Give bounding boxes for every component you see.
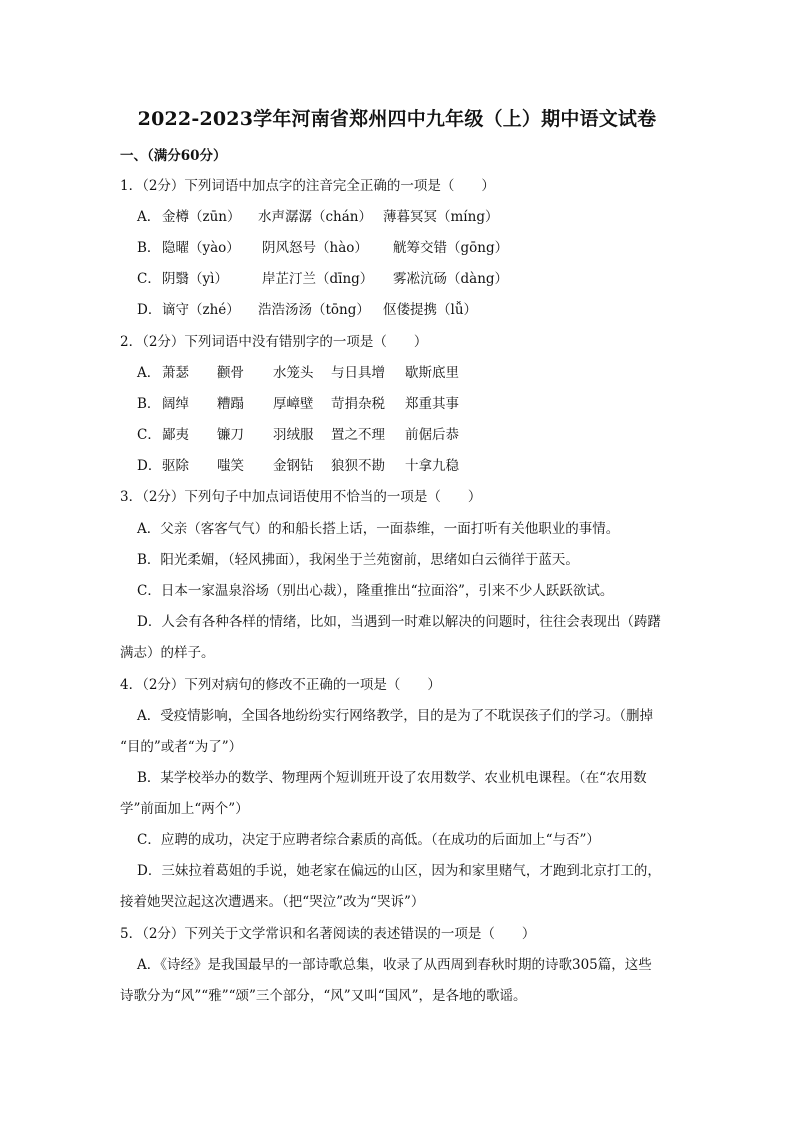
q3-option-d: D．人会有各种各样的情绪，比如，当遇到一时难以解决的问题时，往往会表现出（踌躇 — [137, 614, 661, 630]
option-term: 浩浩汤汤（tōng） — [258, 302, 370, 318]
question-2-stem: 2．（2分）下列词语中没有错别字的一项是（ ） — [120, 334, 428, 350]
question-1-stem: 1．（2分）下列词语中加点字的注音完全正确的一项是（ ） — [120, 178, 495, 194]
q5-option-a-continued: 诗歌分为“风”“雅”“颂”三个部分，“风”又叫“国风”，是各地的歌谣。 — [120, 988, 527, 1004]
exam-title: 2022-2023学年河南省郑州四中九年级（上）期中语文试卷 — [137, 108, 657, 130]
q1-option-a — [137, 207, 513, 227]
q4-option-d: D．三妹拉着葛姐的手说，她老家在偏远的山区，因为和家里赌气，才跑到北京打工的， — [137, 863, 661, 879]
option-letter: D． — [137, 458, 162, 474]
q3-option-d-continued: 满志）的样子。 — [120, 645, 215, 661]
option-term: 苛捐杂税 — [331, 396, 385, 412]
option-term: 郑重其事 — [405, 396, 459, 412]
option-term: 狼狈不勘 — [331, 458, 385, 474]
option-term: 雾凇沆砀（dàng） — [393, 271, 509, 287]
q5-option-a: A．《诗经》是我国最早的一部诗歌总集，收录了从西周到春秋时期的诗歌305篇，这些 — [137, 957, 652, 973]
q3-option-b: B．阳光柔媚，（轻风拂面），我闲坐于兰苑窗前，思绪如白云徜徉于蓝天。 — [137, 552, 579, 568]
option-letter: D． — [137, 302, 162, 318]
q1-option-c — [137, 269, 523, 289]
option-term: 谪守（zhé） — [162, 302, 240, 318]
question-4-stem: 4．（2分）下列对病句的修改不正确的一项是（ ） — [120, 677, 441, 693]
q4-option-b: B．某学校举办的数学、物理两个短训班开设了农用数学、农业机电课程。（在“农用数 — [137, 770, 647, 786]
option-term: 岸芷汀兰（dīng） — [262, 271, 374, 287]
option-term: 伛偻提携（lǚ） — [383, 302, 478, 318]
q4-option-a: A．受疫情影响，全国各地纷纷实行网络教学，目的是为了不耽误孩子们的学习。（删掉 — [137, 708, 653, 724]
option-term: 嗤笑 — [217, 458, 244, 474]
q2-option-a — [137, 363, 495, 383]
q4-option-c: C．应聘的成功，决定于应聘者综合素质的高低。（在成功的后面加上“与否”） — [137, 832, 600, 848]
option-term: 金钢钻 — [273, 458, 314, 474]
option-term: 阴风怒号（hào） — [262, 240, 368, 256]
q1-option-b — [137, 238, 523, 258]
option-term: 前倨后恭 — [405, 427, 459, 443]
option-term: 驱除 — [162, 458, 189, 474]
option-term: 糟蹋 — [217, 396, 244, 412]
option-term: 隐曜（yào） — [162, 240, 240, 256]
q4-option-d-continued: 接着她哭泣起这次遭遇来。（把“哭泣”改为“哭诉”） — [120, 894, 425, 910]
section-heading: 一、（满分60分） — [120, 148, 227, 164]
option-term: 觥筹交错（gōng） — [393, 240, 509, 256]
option-letter: A． — [137, 209, 161, 225]
option-term: 与日具增 — [331, 365, 385, 381]
option-letter: B． — [137, 396, 161, 412]
option-term: 阴翳（yì） — [162, 271, 228, 287]
option-term: 厚嶂壁 — [273, 396, 314, 412]
option-term: 阔绰 — [162, 396, 189, 412]
q4-option-b-continued: 学”前面加上“两个”） — [120, 801, 249, 817]
option-term: 歇斯底里 — [405, 365, 459, 381]
option-term: 鄙夷 — [162, 427, 189, 443]
option-term: 羽绒服 — [273, 427, 314, 443]
question-3-stem: 3．（2分）下列句子中加点词语使用不恰当的一项是（ ） — [120, 489, 482, 505]
option-term: 置之不理 — [331, 427, 385, 443]
option-letter: C． — [137, 271, 161, 287]
option-term: 水笼头 — [273, 365, 314, 381]
question-5-stem: 5．（2分）下列关于文学常识和名著阅读的表述错误的一项是（ ） — [120, 926, 536, 942]
option-term: 金樽（zūn） — [162, 209, 241, 225]
option-term: 颧骨 — [217, 365, 244, 381]
option-term: 十拿九稳 — [405, 458, 459, 474]
q2-option-b — [137, 394, 495, 414]
option-term: 镰刀 — [217, 427, 244, 443]
option-letter: C． — [137, 427, 161, 443]
option-letter: B． — [137, 240, 161, 256]
q2-option-d — [137, 456, 495, 476]
q1-option-d — [137, 300, 513, 320]
option-term: 萧瑟 — [162, 365, 189, 381]
q2-option-c — [137, 425, 495, 445]
option-term: 水声潺潺（chán） — [258, 209, 372, 225]
q4-option-a-continued: “目的”或者“为了”） — [120, 739, 243, 755]
option-term: 薄暮冥冥（míng） — [383, 209, 499, 225]
q3-option-a: A．父亲（客客气气）的和船长搭上话，一面恭维，一面打听有关他职业的事情。 — [137, 521, 620, 537]
option-letter: A． — [137, 365, 161, 381]
q3-option-c: C．日本一家温泉浴场（别出心裁），隆重推出“拉面浴”，引来不少人跃跃欲试。 — [137, 583, 614, 599]
